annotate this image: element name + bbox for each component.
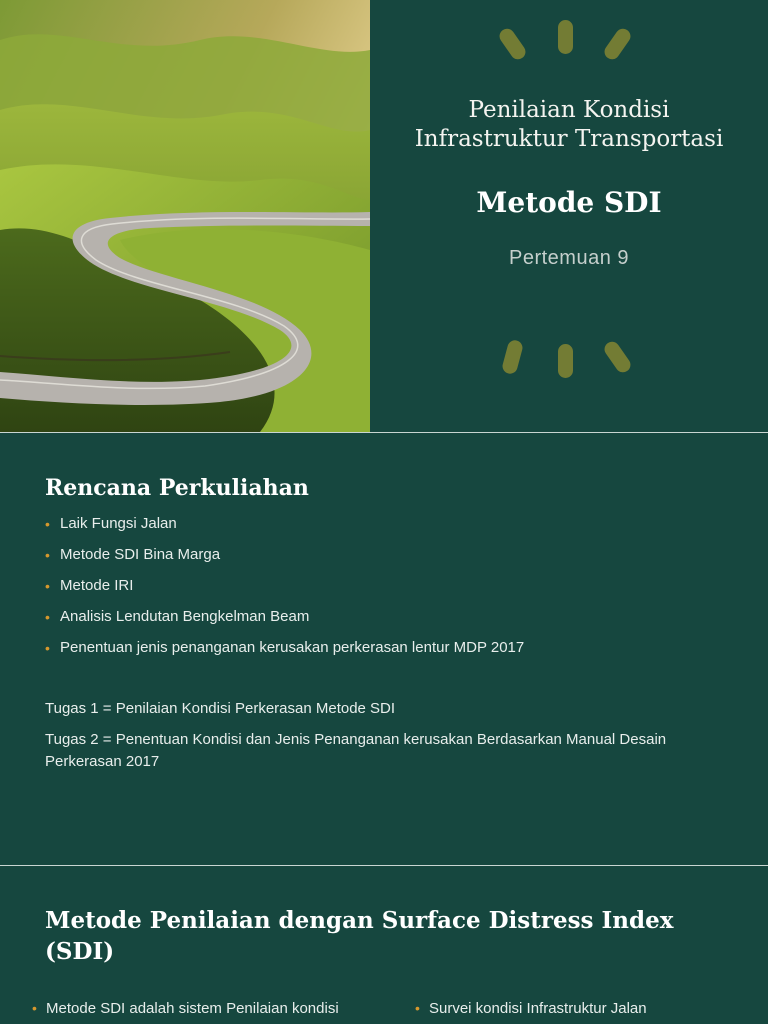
list-item: • Metode SDI Bina Marga bbox=[45, 545, 524, 576]
course-plan-slide bbox=[0, 433, 768, 865]
title-slide bbox=[0, 0, 768, 432]
list-item: • Penentuan jenis penanganan kerusakan perkerasan lentur MDP 2017 bbox=[45, 638, 524, 669]
decorative-dash bbox=[558, 20, 573, 54]
road-landscape-photo bbox=[0, 0, 370, 432]
decorative-dash bbox=[558, 344, 573, 378]
decorative-dash bbox=[602, 26, 634, 62]
task-1-text: Tugas 1 = Penilaian Kondisi Perkerasan Metode SDI bbox=[45, 700, 396, 717]
decorative-dash bbox=[497, 26, 529, 62]
section-heading: Rencana Perkuliahan bbox=[45, 475, 309, 501]
list-item: • Analisis Lendutan Bengkelman Beam bbox=[45, 607, 524, 638]
task-2-text: Tugas 2 = Penentuan Kondisi dan Jenis Penanganan kerusakan Berdasarkan Manual Desain Perkerasan 2017 bbox=[45, 731, 667, 770]
meeting-label: Pertemuan 9 bbox=[508, 247, 629, 269]
list-item: • Metode SDI adalah sistem Penilaian kondisi bbox=[32, 1000, 339, 1017]
decorative-dash bbox=[602, 339, 634, 375]
course-plan-list bbox=[45, 514, 524, 669]
title-line-1: Penilaian Kondisi bbox=[468, 97, 670, 123]
title-panel bbox=[370, 0, 768, 432]
sdi-method-slide bbox=[0, 866, 768, 1024]
list-item: • Survei kondisi Infrastruktur Jalan bbox=[415, 1000, 647, 1017]
list-item: • Laik Fungsi Jalan bbox=[45, 514, 524, 545]
decorative-dash bbox=[501, 339, 524, 376]
slide-subtitle: Metode SDI bbox=[476, 186, 662, 219]
section-heading: Metode Penilaian dengan Surface Distress Index (SDI) bbox=[45, 907, 674, 965]
title-line-2: Infrastruktur Transportasi bbox=[414, 126, 724, 152]
list-item: • Metode IRI bbox=[45, 576, 524, 607]
